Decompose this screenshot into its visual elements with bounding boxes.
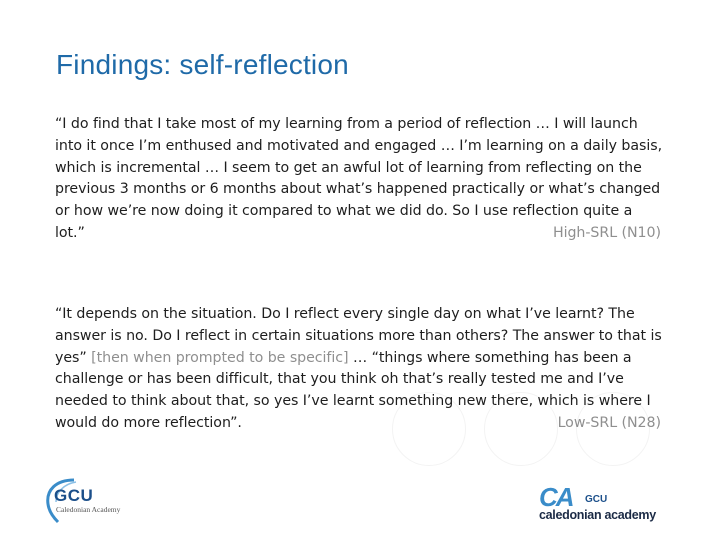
quote-text-part-2: … “things where something has been a challenge or has been difficult, that you think oh that’s really tested me and I’ve needed to think about that, so yes I’ve learnt something new there, which is where I would do more reflection”. — [55, 349, 651, 431]
ca-logo-mark: CA — [539, 482, 573, 512]
quote-text: “I do find that I take most of my learning from a period of reflection … I will launch into it once I’m enthused and motivated and engaged … I’m learning on a daily basis, which is incremental … I seem to get an awful lot of learning from reflecting on the previous 3 months or 6 months about what’s happened practically or what’s changed or how we’re now doing it compared to what we did do. So I use reflection quite a lot.” — [55, 116, 663, 241]
gcu-logo-subtitle: Caledonian Academy — [56, 505, 121, 514]
caledonian-academy-logo — [537, 484, 673, 530]
quote-text-part-1: “It depends on the situation. Do I reflect every single day on what I’ve learnt? The answer is no. Do I reflect in certain situations more than others? The answer to that is yes” — [55, 306, 662, 366]
interviewer-prompt-note: [then when prompted to be specific] — [86, 349, 353, 366]
participant-code: High-SRL (N10) — [552, 224, 661, 241]
ca-logo-gcu: GCU — [585, 494, 608, 505]
slide-title: Findings: self-reflection — [56, 49, 349, 80]
ca-logo-name: caledonian academy — [539, 508, 656, 522]
participant-code: Low-SRL (N28) — [557, 414, 661, 431]
quote-low-srl — [55, 304, 665, 435]
quote-high-srl — [55, 114, 665, 245]
gcu-caledonian-academy-logo — [44, 476, 124, 530]
gcu-logo-mark: GCU — [54, 486, 94, 505]
